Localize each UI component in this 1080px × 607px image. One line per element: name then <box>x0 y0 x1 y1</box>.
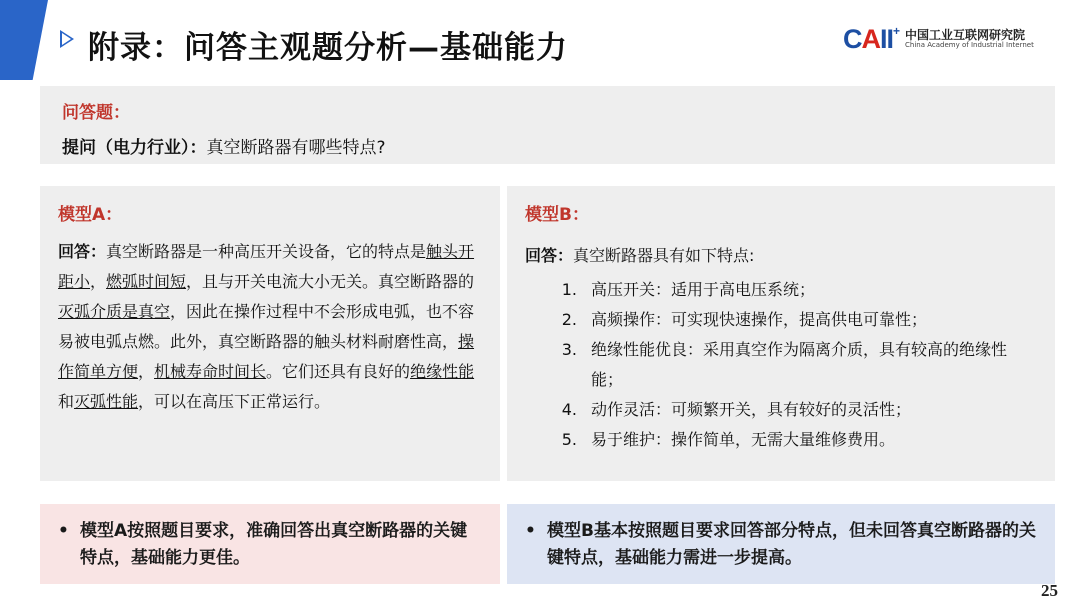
model-a-panel <box>40 186 500 481</box>
list-item-number: 4. <box>561 400 577 419</box>
caii-logo <box>843 24 1034 54</box>
answer-text: 。它们还具有良好的 <box>266 362 411 381</box>
model-b-panel <box>507 186 1055 481</box>
answer-text: ， <box>138 362 155 381</box>
page-title: 附录：问答主观题分析—基础能力 <box>88 30 568 66</box>
question-heading: 问答题： <box>62 103 130 123</box>
question-panel <box>40 86 1055 164</box>
highlight-phrase: 灭弧介质是真空 <box>58 302 171 321</box>
highlight-phrase: 触头开距小 <box>58 242 475 291</box>
logo-mark: CAII+ <box>843 23 900 54</box>
bullet-icon: • <box>525 521 536 541</box>
model-b-heading: 模型B： <box>525 205 589 225</box>
list-item-number: 2. <box>561 310 577 329</box>
model-a-summary <box>40 504 500 584</box>
list-item-text: 高压开关：适用于高电压系统； <box>591 280 816 299</box>
play-arrow-icon <box>60 30 74 48</box>
bullet-icon: • <box>58 521 69 541</box>
answer-text: ，因此在操作过程中不会形成电弧，也不容易被电弧点燃。此外，真空断路器的触头材料耐磨性高， <box>58 302 475 351</box>
highlight-phrase: 绝缘性能 <box>410 362 475 381</box>
model-b-answer-intro <box>525 241 1037 271</box>
list-item <box>525 305 1037 335</box>
highlight-phrase: 灭弧性能 <box>74 392 139 411</box>
model-b-summary <box>507 504 1055 584</box>
question-content: 真空断路器有哪些特点? <box>206 138 386 158</box>
answer-text: ，可以在高压下正常运行。 <box>138 392 331 411</box>
list-item <box>525 395 1037 425</box>
question-text <box>62 133 1033 158</box>
list-item-number: 5. <box>561 430 577 449</box>
list-item-text: 动作灵活：可频繁开关，具有较好的灵活性； <box>591 400 912 419</box>
list-item-text: 高频操作：可实现快速操作，提高供电可靠性； <box>591 310 928 329</box>
answer-intro-text: 真空断路器具有如下特点: <box>573 246 755 265</box>
model-b-feature-list <box>525 275 1037 455</box>
list-item <box>525 275 1037 305</box>
page-number: 25 <box>1041 581 1058 600</box>
corner-accent-bar <box>0 0 48 80</box>
list-item-number: 1. <box>561 280 577 299</box>
answer-label: 回答： <box>525 246 574 265</box>
list-item-number: 3. <box>561 340 577 359</box>
answer-text: ，且与开关电流大小无关。真空断路器的 <box>186 272 475 291</box>
summary-a-text: 模型A按照题目要求，准确回答出真空断路器的关键特点，基础能力更佳。 <box>80 521 468 568</box>
summary-b-text: 模型B基本按照题目要求回答部分特点，但未回答真空断路器的关键特点，基础能力需进一步提高。 <box>547 521 1036 568</box>
list-item-text: 易于维护：操作简单，无需大量维修费用。 <box>591 430 896 449</box>
question-label: 提问（电力行业）： <box>62 138 207 158</box>
highlight-phrase: 操作简单方便 <box>58 332 475 381</box>
logo-chinese-name: 中国工业互联网研究院 <box>905 28 1026 43</box>
list-item-text: 绝缘性能优良：采用真空作为隔离介质，具有较高的绝缘性能； <box>591 340 1008 389</box>
answer-label: 回答： <box>58 242 107 261</box>
highlight-phrase: 机械寿命时间长 <box>154 362 267 381</box>
highlight-phrase: 燃弧时间短 <box>106 272 187 291</box>
list-item <box>525 425 1037 455</box>
answer-text: 真空断路器是一种高压开关设备，它的特点是 <box>106 242 427 261</box>
answer-text: ， <box>90 272 107 291</box>
model-a-heading: 模型A： <box>58 205 123 225</box>
logo-english-name: China Academy of Industrial Internet <box>905 40 1034 49</box>
model-a-answer <box>58 237 482 417</box>
answer-text: 和 <box>58 392 75 411</box>
list-item <box>525 335 1037 395</box>
